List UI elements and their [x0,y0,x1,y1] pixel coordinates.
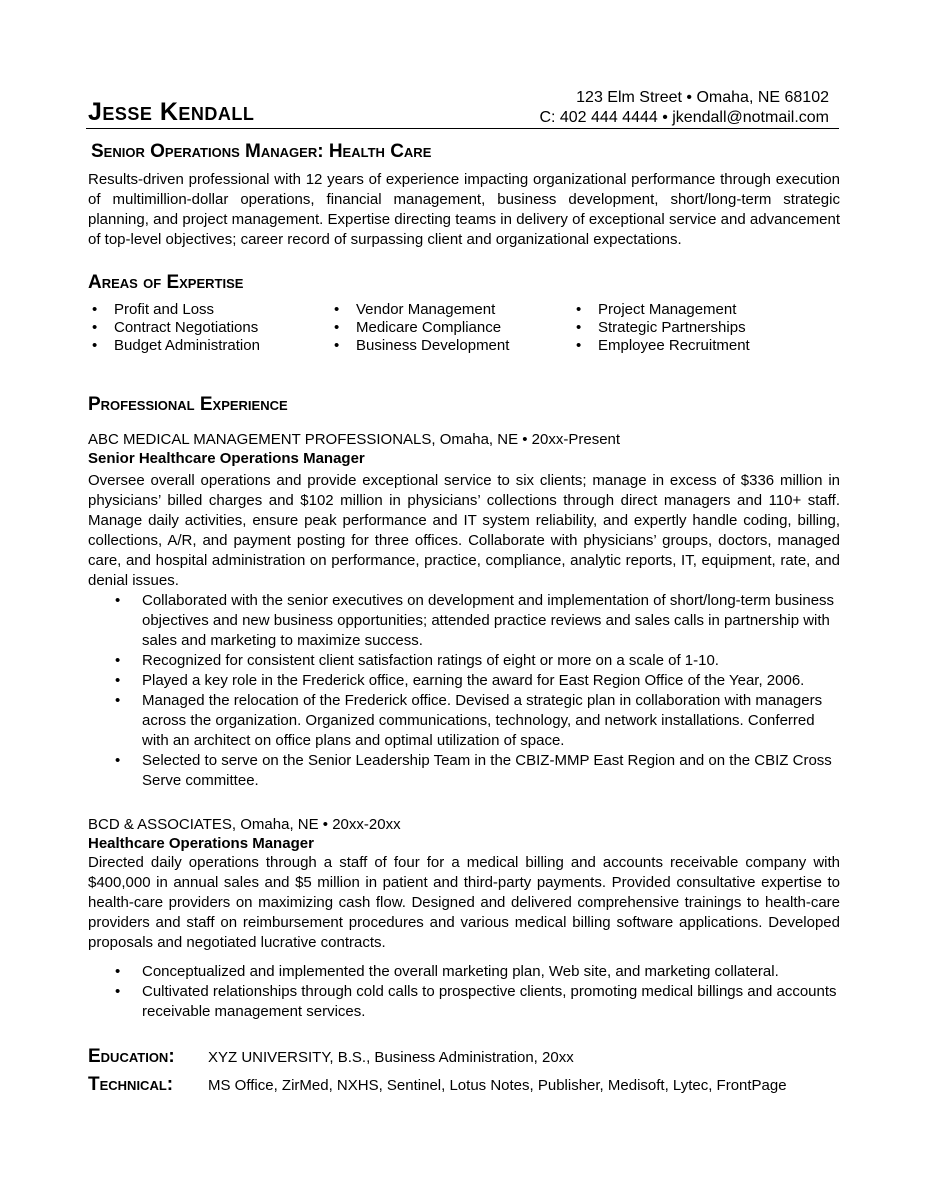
job-title: Senior Healthcare Operations Manager [88,450,365,467]
job-entry [88,430,840,791]
expertise-item: • Budget Administration [90,337,332,355]
education-text: XYZ UNIVERSITY, B.S., Business Administration, 20xx [208,1049,574,1066]
header-divider [86,128,839,129]
achievement-item: • Played a key role in the Frederick office, earning the award for East Region Office of the Year, 2006. [88,671,840,691]
job-company: ABC MEDICAL MANAGEMENT PROFESSIONALS, Omaha, NE • 20xx-Present [88,431,621,448]
technical-text: MS Office, ZirMed, NXHS, Sentinel, Lotus Notes, Publisher, Medisoft, Lytec, FrontPage [208,1077,787,1094]
achievement-item: • Managed the relocation of the Frederick office. Devised a strategic plan in collaboration with managers across the organization. Organized communications, technology, and network installations. Conferred with an architect on office plans and optimal utilization of space. [88,691,840,751]
expertise-item: • Project Management [574,301,750,319]
education-row [88,1046,574,1068]
candidate-name: Jesse Kendall [88,98,255,126]
technical-label: Technical: [88,1074,174,1095]
achievement-item: • Selected to serve on the Senior Leadership Team in the CBIZ-MMP East Region and on the CBIZ Cross Serve committee. [88,751,840,791]
expertise-item: • Contract Negotiations [90,319,332,337]
expertise-column [574,301,750,355]
expertise-item: • Profit and Loss [90,301,332,319]
contact-block [539,88,829,128]
expertise-column [332,301,574,355]
achievement-item: • Collaborated with the senior executives on development and implementation of short/long-term business objectives and new business opportunities; attended practice reviews and sales calls in partnership with sales and marketing to maximize success. [88,591,840,651]
achievement-item: • Conceptualized and implemented the overall marketing plan, Web site, and marketing collateral. [88,962,840,982]
expertise-heading: Areas of Expertise [88,272,244,293]
job-description: Oversee overall operations and provide exceptional service to six clients; manage in excess of $336 million in physicians’ billed charges and $102 million in physicians’ collections through direct managers and 110+ staff. Manage daily activities, ensure peak performance and IT system reliability, and expertly handle coding, billing, collections, A/R, and payment posting for three offices. Collaborate with physicians’ groups, doctors, managed care, and hospital administration on performance, practice, compliance, analytic reports, IT, equipment, rate, and denial issues. [88,472,840,589]
job-title: Healthcare Operations Manager [88,835,314,852]
summary-paragraph: Results-driven professional with 12 years of experience impacting organizational performance through execution of multimillion-dollar operations, financial management, business development, short/long-term strategic planning, and project management. Expertise directing teams in delivery of exceptional service and advancement of top-level objectives; career record of surpassing client and organizational expectations. [88,171,840,248]
experience-heading: Professional Experience [88,394,288,415]
expertise-item: • Vendor Management [332,301,574,319]
expertise-item: • Employee Recruitment [574,337,750,355]
headline: Senior Operations Manager: Health Care [91,141,432,162]
address-line: 123 Elm Street • Omaha, NE 68102 [576,89,829,106]
technical-row [88,1074,787,1096]
expertise-item: • Medicare Compliance [332,319,574,337]
job-achievements [88,591,840,791]
achievement-item: • Recognized for consistent client satisfaction ratings of eight or more on a scale of 1-10. [88,651,840,671]
job-entry [88,815,840,1022]
phone-email-line: C: 402 444 4444 • jkendall@notmail.com [539,109,829,126]
education-label: Education: [88,1046,175,1067]
expertise-column [90,301,332,355]
expertise-item: • Strategic Partnerships [574,319,750,337]
job-description: Directed daily operations through a staff of four for a medical billing and accounts receivable company with $400,000 in annual sales and $5 million in patient and third-party payments. Provided consultative expertise to health-care providers on maximizing cash flow. Designed and delivered comprehensive trainings to health-care providers and staff on reimbursement procedures and various medical billing software applications. Developed proposals and negotiated lucrative contracts. [88,854,840,951]
expertise-list [90,301,750,355]
job-achievements [88,962,840,1022]
job-company: BCD & ASSOCIATES, Omaha, NE • 20xx-20xx [88,816,401,833]
achievement-item: • Cultivated relationships through cold calls to prospective clients, promoting medical billings and accounts receivable management services. [88,982,840,1022]
expertise-item: • Business Development [332,337,574,355]
